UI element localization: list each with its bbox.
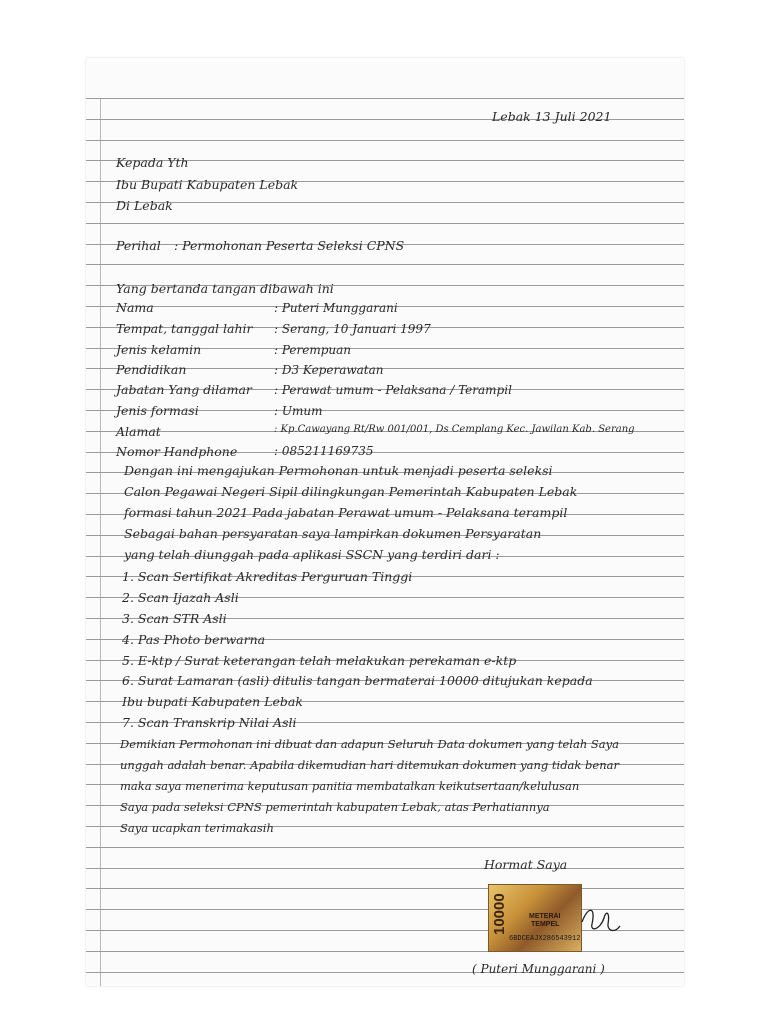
ruled-line <box>86 223 684 224</box>
closing-line: Saya ucapkan terimakasih <box>120 821 274 835</box>
attachment-item: 4. Pas Photo berwarna <box>122 632 266 647</box>
body-line: Calon Pegawai Negeri Sipil dilingkungan Pemerintah Kabupaten Lebak <box>124 484 578 499</box>
sign-off: Hormat Saya <box>484 857 568 872</box>
stamp-label-meterai: METERAI <box>529 913 561 920</box>
closing-line: Demikian Permohonan ini dibuat dan adapun Seluruh Data dokumen yang telah Saya <box>120 737 619 751</box>
closing-line: Saya pada seleksi CPNS pemerintah kabupaten Lebak, atas Perhatiannya <box>120 800 550 814</box>
subject-label: Perihal <box>116 238 161 253</box>
body-line: formasi tahun 2021 Pada jabatan Perawat umum - Pelaksana terampil <box>124 505 568 520</box>
margin-line <box>100 98 101 986</box>
signature-mark <box>578 900 622 940</box>
field-label: Tempat, tanggal lahir <box>116 321 253 336</box>
stamp-code: 6BDCEAJX286543912 <box>509 935 581 943</box>
field-label: Jabatan Yang dilamar <box>116 382 252 397</box>
field-value: : Serang, 10 Januari 1997 <box>274 322 431 336</box>
body-line: Dengan ini mengajukan Permohonan untuk menjadi peserta seleksi <box>124 463 553 478</box>
attachment-item: 3. Scan STR Asli <box>122 611 227 626</box>
place-date: Lebak 13 Juli 2021 <box>492 109 612 124</box>
field-label: Jenis kelamin <box>116 342 202 357</box>
attachment-item: 5. E-ktp / Surat keterangan telah melakukan perekaman e-ktp <box>122 653 517 668</box>
letter-paper <box>86 58 684 986</box>
attachment-item: 7. Scan Transkrip Nilai Asli <box>122 715 297 730</box>
subject-value: : Permohonan Peserta Seleksi CPNS <box>174 238 405 253</box>
field-value: : 085211169735 <box>274 444 374 458</box>
field-value: : Perempuan <box>274 343 352 357</box>
recipient-line-3: Di Lebak <box>116 198 173 213</box>
attachment-item: 6. Surat Lamaran (asli) ditulis tangan bermaterai 10000 ditujukan kepada <box>122 673 593 688</box>
attachment-item: 1. Scan Sertifikat Akreditas Perguruan Tinggi <box>122 569 413 584</box>
ruled-line <box>86 202 684 203</box>
meterai-stamp <box>488 884 582 952</box>
ruled-line <box>86 98 684 99</box>
closing-line: maka saya menerima keputusan panitia membatalkan keikutsertaan/kelulusan <box>120 779 580 793</box>
field-value: : Kp.Cawayang Rt/Rw 001/001, Ds Cemplang Kec. Jawilan Kab. Serang <box>274 424 635 435</box>
stamp-label-tempel: TEMPEL <box>531 921 560 928</box>
body-line: Sebagai bahan persyaratan saya lampirkan dokumen Persyaratan <box>124 526 542 541</box>
recipient-line-1: Kepada Yth <box>116 155 189 170</box>
ruled-line <box>86 264 684 265</box>
ruled-line <box>86 868 684 869</box>
ruled-line <box>86 951 684 952</box>
opening-line: Yang bertanda tangan dibawah ini <box>116 281 334 296</box>
recipient-line-2: Ibu Bupati Kabupaten Lebak <box>116 177 299 192</box>
field-label: Pendidikan <box>116 362 187 377</box>
field-label: Jenis formasi <box>116 403 199 418</box>
field-label: Alamat <box>116 424 161 439</box>
attachment-item: 2. Scan Ijazah Asli <box>122 590 239 605</box>
ruled-line <box>86 140 684 141</box>
ruled-line <box>86 888 684 889</box>
field-value: : D3 Keperawatan <box>274 363 384 377</box>
field-value: : Puteri Munggarani <box>274 301 398 315</box>
body-line: yang telah diunggah pada aplikasi SSCN yang terdiri dari : <box>124 547 500 562</box>
signer-name: ( Puteri Munggarani ) <box>472 962 605 976</box>
field-label: Nomor Handphone <box>116 444 238 459</box>
closing-line: unggah adalah benar. Apabila dikemudian hari ditemukan dokumen yang tidak benar <box>120 758 619 772</box>
ruled-line <box>86 847 684 848</box>
attachment-item: Ibu bupati Kabupaten Lebak <box>122 694 303 709</box>
field-value: : Perawat umum - Pelaksana / Terampil <box>274 383 512 397</box>
field-value: : Umum <box>274 404 323 418</box>
field-label: Nama <box>116 300 154 315</box>
stamp-value: 10000 <box>491 893 508 935</box>
